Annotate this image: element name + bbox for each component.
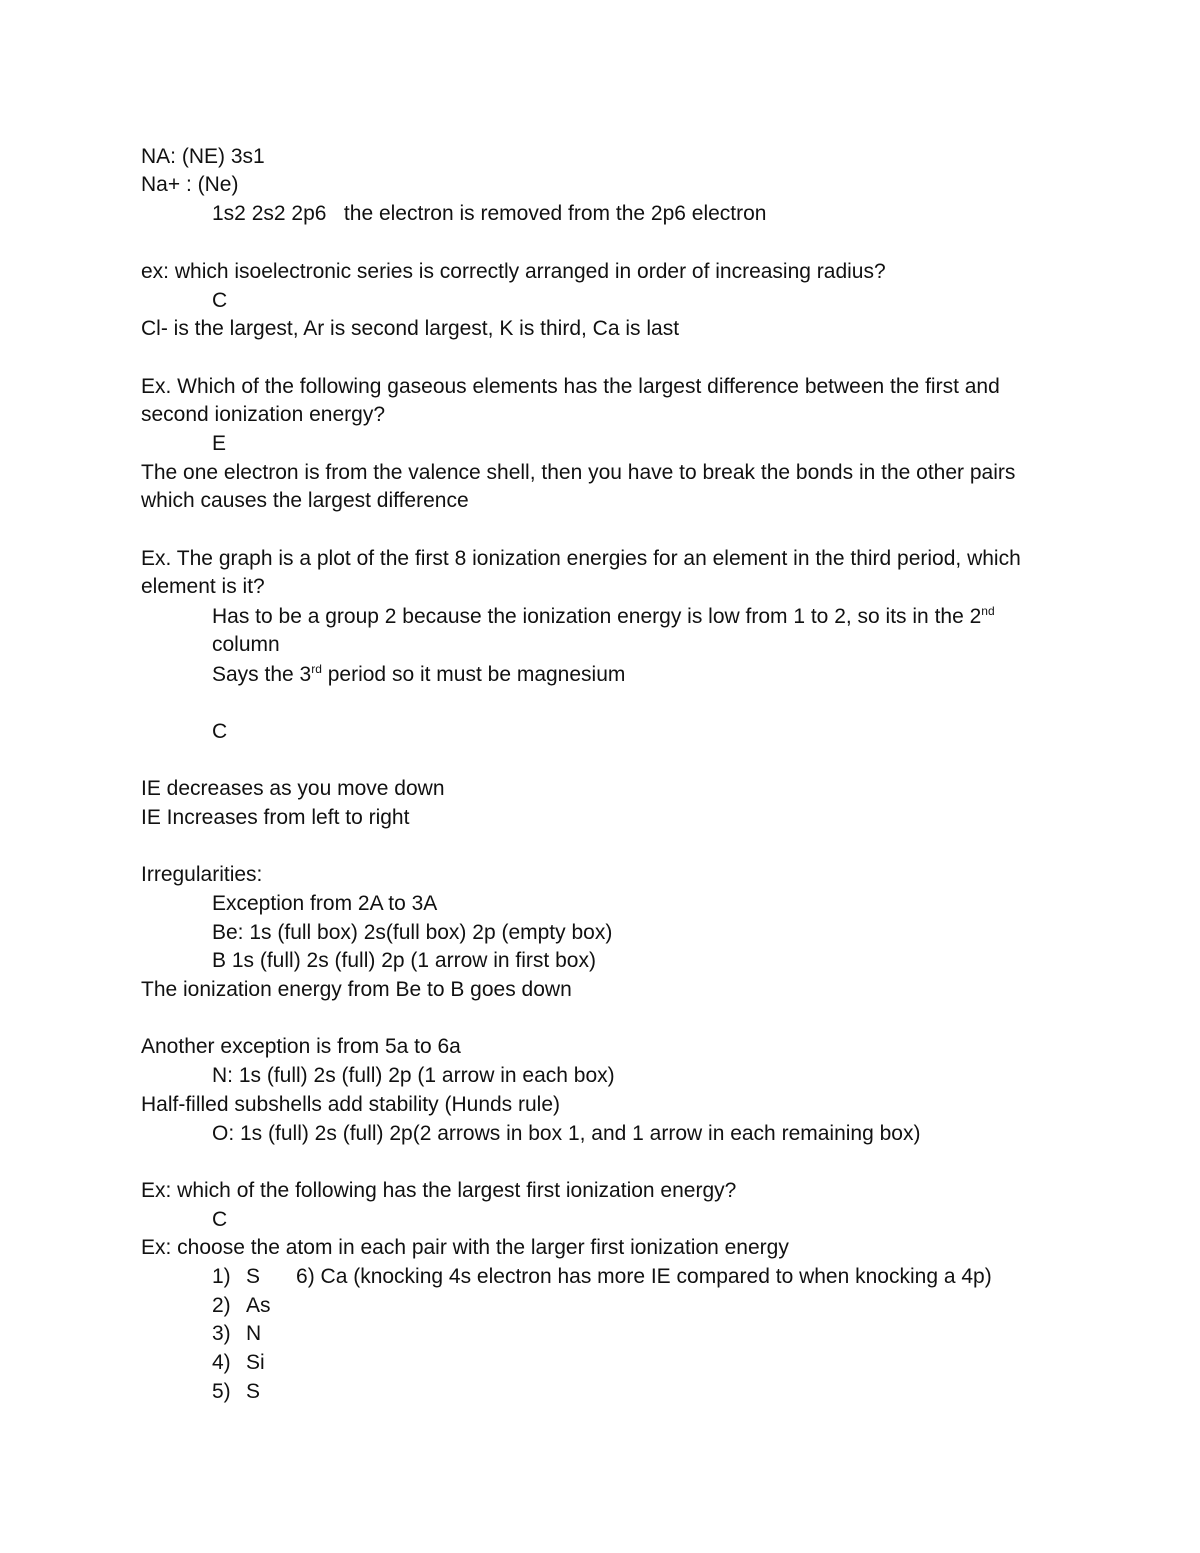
list-item-value: N (246, 1322, 262, 1345)
irregularity-line-3: B 1s (full) 2s (full) 2p (1 arrow in first box) (212, 949, 596, 972)
ex4-answer: C (212, 1208, 228, 1231)
exception-oxygen: O: 1s (full) 2s (full) 2p(2 arrows in box 1, and 1 arrow in each remaining box) (212, 1122, 921, 1145)
list-item (212, 1321, 261, 1347)
list-item-6: 6) Ca (knocking 4s electron has more IE compared to when knocking a 4p) (296, 1265, 992, 1288)
na-ion-config-line: Na+ : (Ne) (141, 173, 239, 196)
ex3-reason-line2: column (212, 633, 280, 656)
exception-half-filled: Half-filled subshells add stability (Hunds rule) (141, 1093, 561, 1116)
ex2-question-line1: Ex. Which of the following gaseous elements has the largest difference between the first and (141, 375, 1000, 398)
ex4-question: Ex: which of the following has the largest first ionization energy? (141, 1179, 737, 1202)
ordinal-suffix: nd (981, 604, 995, 618)
ex1-explanation: Cl- is the largest, Ar is second largest, K is third, Ca is last (141, 317, 680, 340)
list-item-number: 3) (212, 1322, 231, 1345)
ex3-reason-text: Has to be a group 2 because the ionization energy is low from 1 to 2, so its in the 2 (212, 605, 982, 628)
ex1-answer: C (212, 289, 228, 312)
ex2-explanation-line2: which causes the largest difference (141, 489, 469, 512)
ex2-question-line2: second ionization energy? (141, 403, 386, 426)
irregularity-line-1: Exception from 2A to 3A (212, 892, 438, 915)
exception-nitrogen: N: 1s (full) 2s (full) 2p (1 arrow in each box) (212, 1064, 615, 1087)
list-item-number: 1) (212, 1265, 231, 1288)
ex3-question-line2: element is it? (141, 575, 265, 598)
list-item-value: S (246, 1380, 261, 1403)
list-item-value: As (246, 1294, 271, 1317)
list-item-value: Si (246, 1351, 265, 1374)
list-item (212, 1264, 992, 1290)
ex2-answer: E (212, 432, 227, 455)
ex3-reason-line1 (212, 604, 995, 630)
list-item-number: 2) (212, 1294, 231, 1317)
list-item-number: 5) (212, 1380, 231, 1403)
list-item-value: S (246, 1265, 261, 1288)
irregularity-line-4: The ionization energy from Be to B goes down (141, 978, 572, 1001)
ex3-reason-line3-end: period so it must be magnesium (321, 663, 626, 686)
ex1-question: ex: which isoelectronic series is correctly arranged in order of increasing radius? (141, 260, 886, 283)
ex3-reason-line3 (212, 662, 625, 688)
trend-line-2: IE Increases from left to right (141, 806, 410, 829)
trend-line-1: IE decreases as you move down (141, 777, 445, 800)
ex5-question: Ex: choose the atom in each pair with the larger first ionization energy (141, 1236, 789, 1259)
list-item (212, 1293, 271, 1319)
irregularities-heading: Irregularities: (141, 863, 263, 886)
list-item (212, 1350, 265, 1376)
ex3-answer: C (212, 720, 228, 743)
ex3-reason-line3-start: Says the 3 (212, 663, 312, 686)
irregularity-line-2: Be: 1s (full box) 2s(full box) 2p (empty box) (212, 921, 613, 944)
list-item (212, 1379, 260, 1405)
ex2-explanation-line1: The one electron is from the valence shell, then you have to break the bonds in the other pairs (141, 461, 1016, 484)
na-detail-line: 1s2 2s2 2p6 the electron is removed from the 2p6 electron (212, 202, 767, 225)
exception-heading: Another exception is from 5a to 6a (141, 1035, 461, 1058)
ordinal-suffix: rd (311, 662, 322, 676)
list-item-number: 4) (212, 1351, 231, 1374)
ex3-question-line1: Ex. The graph is a plot of the first 8 ionization energies for an element in the third period, which (141, 547, 1021, 570)
na-config-line: NA: (NE) 3s1 (141, 145, 265, 168)
